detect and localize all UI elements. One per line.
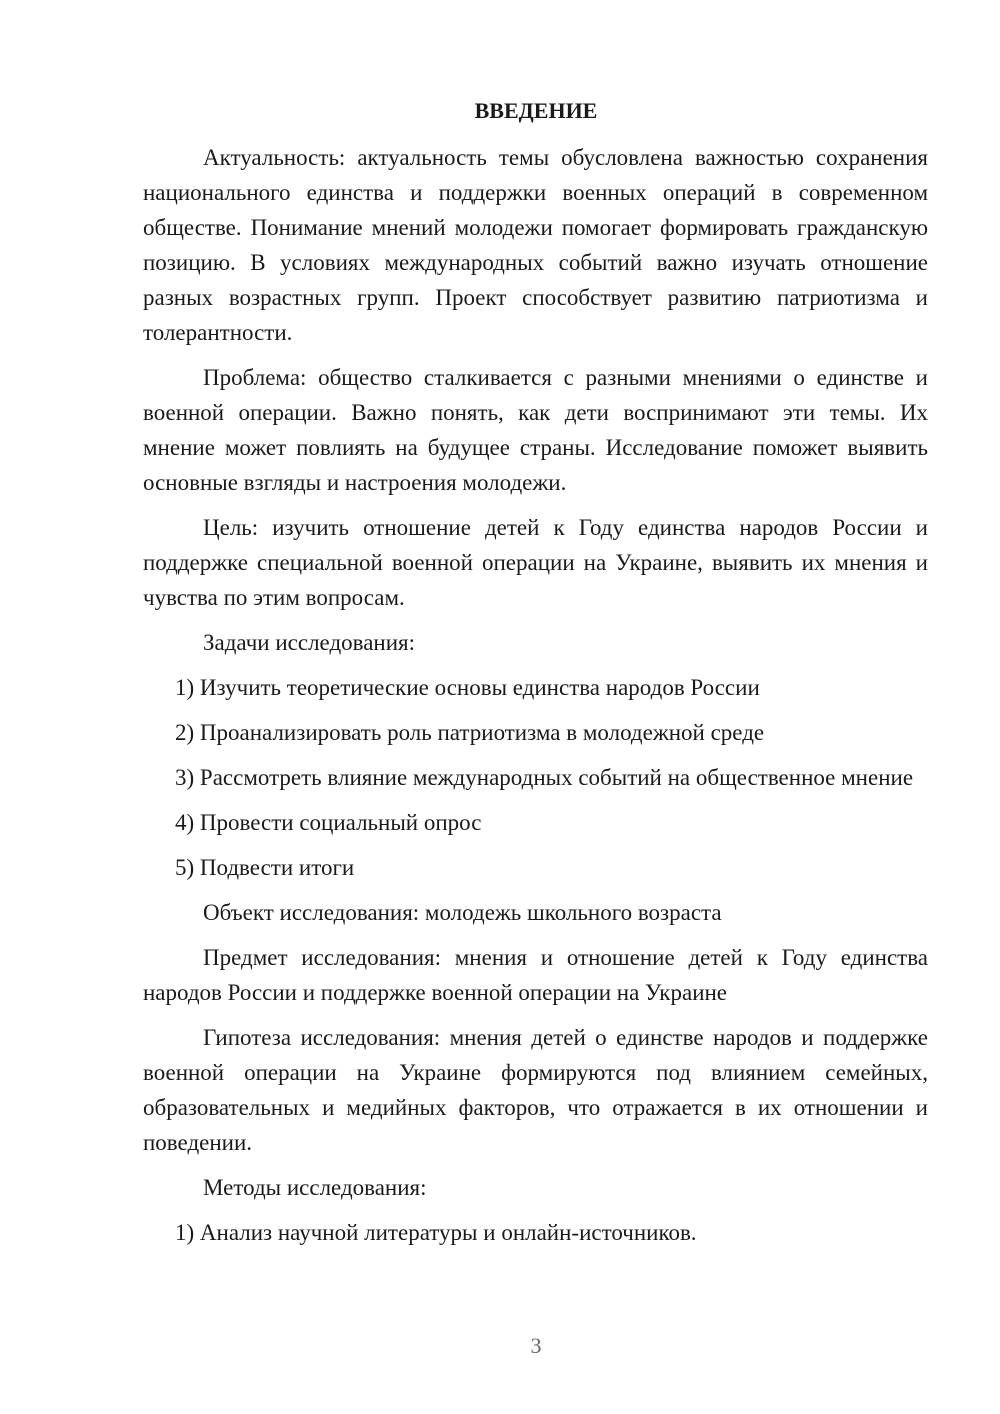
document-body	[143, 140, 928, 1250]
paragraph-hypothesis: Гипотеза исследования: мнения детей о единстве народов и поддержке военной операции на Украине формируются под влиянием семейных, образовательных и медийных факторов, что отражается в их отношении и поведении.	[143, 1025, 928, 1155]
list-item-task-2: 2) Проанализировать роль патриотизма в молодежной среде	[175, 720, 765, 745]
list-item-method-1: 1) Анализ научной литературы и онлайн-источников.	[175, 1220, 697, 1245]
paragraph-relevance: Актуальность: актуальность темы обусловлена важностью сохранения национального единства и поддержки военных операций в современном обществе. Понимание мнений молодежи помогает формировать гражданскую позицию. В условиях международных событий важно изучать отношение разных возрастных групп. Проект способствует развитию патриотизма и толерантности.	[143, 145, 928, 345]
paragraph-goal: Цель: изучить отношение детей к Году единства народов России и поддержке специальной военной операции на Украине, выявить их мнения и чувства по этим вопросам.	[143, 515, 928, 610]
paragraph-object: Объект исследования: молодежь школьного возраста	[203, 900, 722, 925]
paragraph-subject: Предмет исследования: мнения и отношение детей к Году единства народов России и поддержке военной операции на Украине	[143, 945, 928, 1005]
page-title: ВВЕДЕНИЕ	[474, 98, 598, 123]
list-item-task-5: 5) Подвести итоги	[175, 855, 355, 880]
list-item-task-4: 4) Провести социальный опрос	[175, 810, 482, 835]
paragraph-problem: Проблема: общество сталкивается с разными мнениями о единстве и военной операции. Важно понять, как дети воспринимают эти темы. Их мнение может повлиять на будущее страны. Исследование поможет выявить основные взгляды и настроения молодежи.	[143, 365, 928, 495]
page-number: 3	[530, 1333, 542, 1358]
list-item-task-3: 3) Рассмотреть влияние международных событий на общественное мнение	[175, 765, 914, 790]
methods-heading: Методы исследования:	[203, 1175, 427, 1200]
list-item-task-1: 1) Изучить теоретические основы единства народов России	[175, 675, 760, 700]
tasks-heading: Задачи исследования:	[203, 630, 416, 655]
